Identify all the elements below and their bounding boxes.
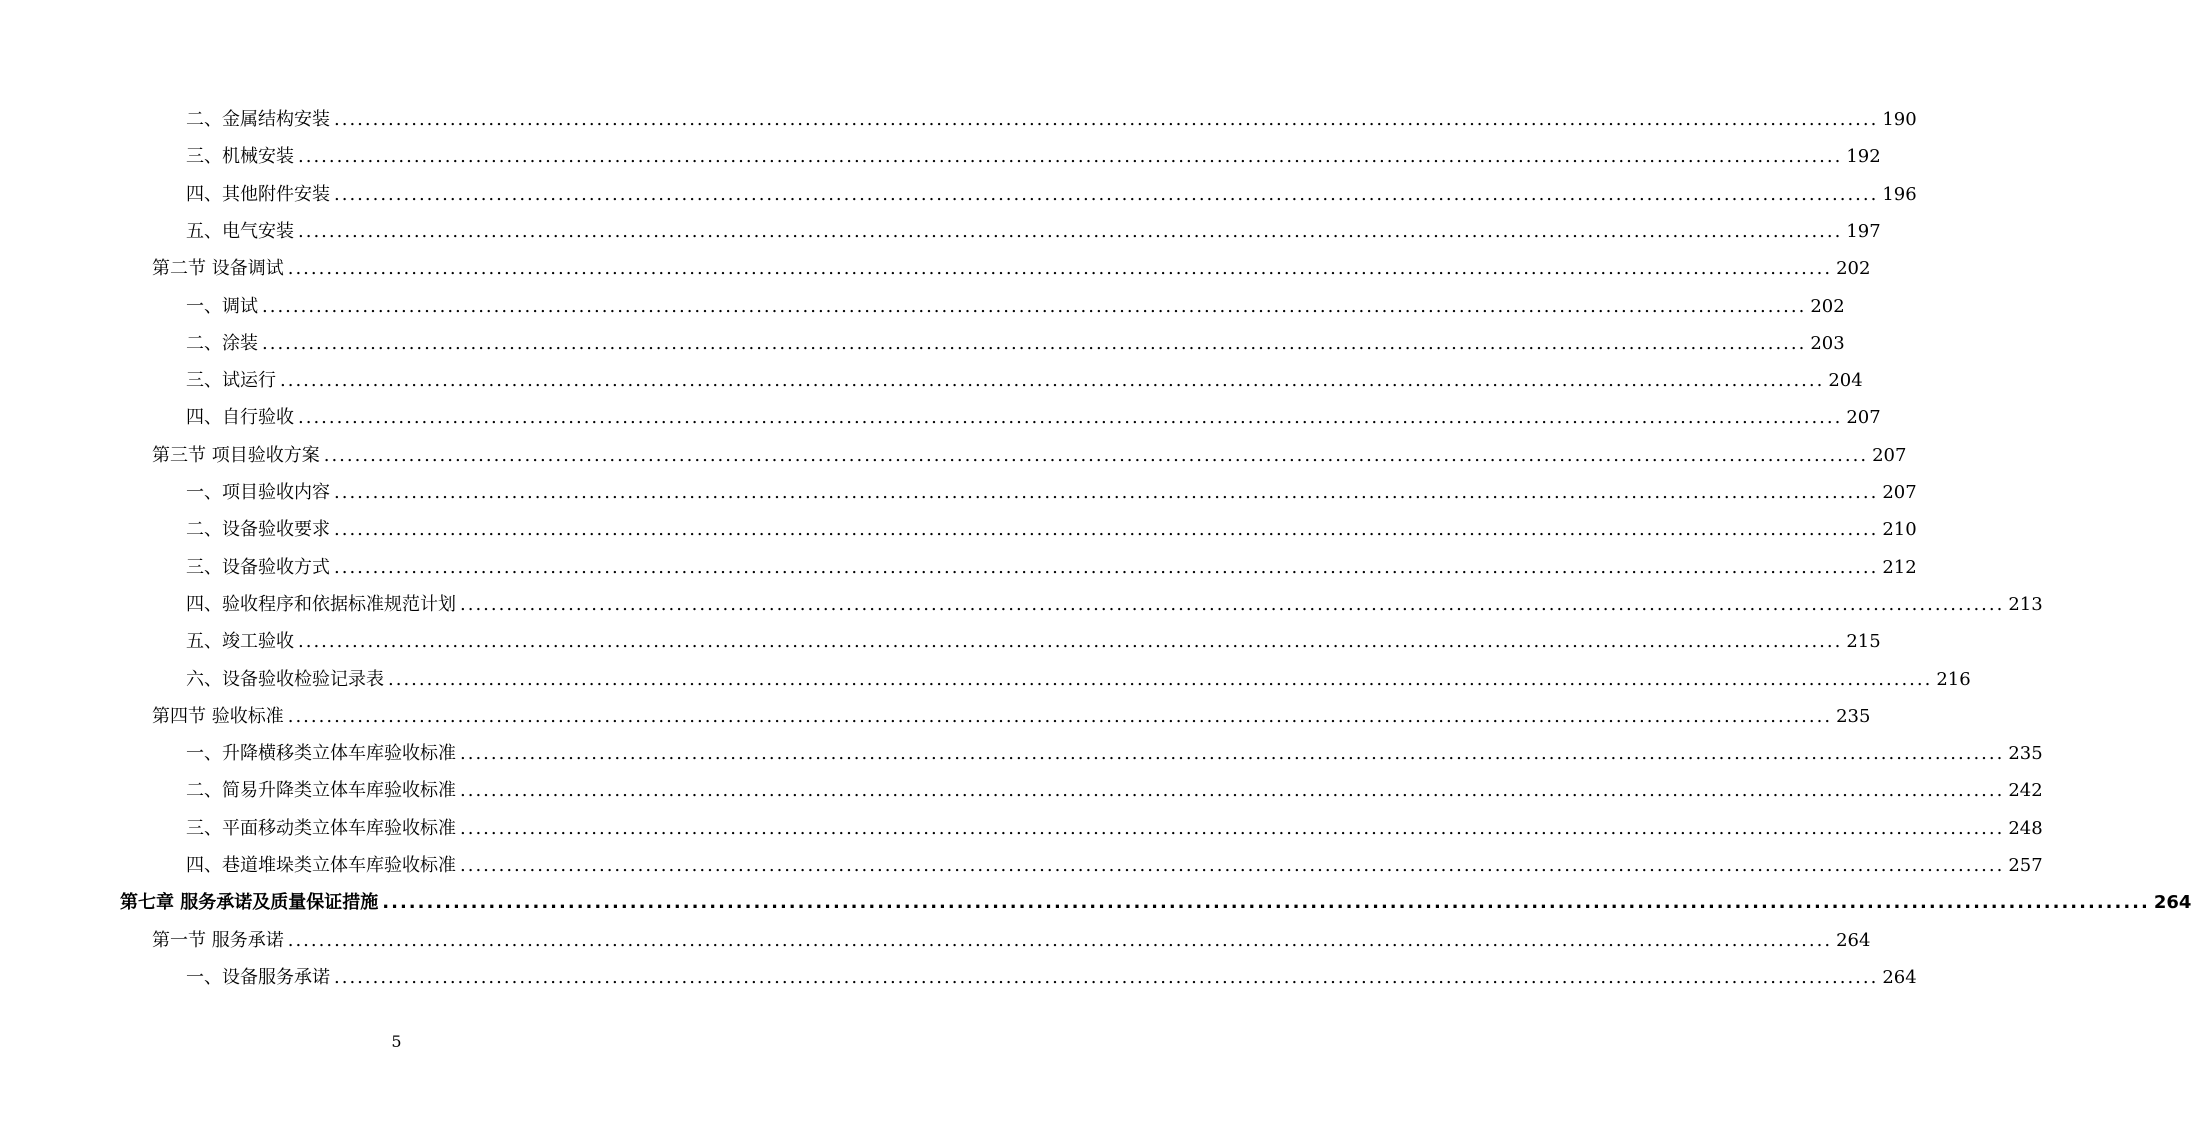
toc-entry-page: 207 (1882, 482, 1917, 503)
toc-entry-label: 四、自行验收 (186, 407, 294, 429)
toc-entry-label: 三、平面移动类立体车库验收标准 (186, 817, 456, 839)
toc-entry-label: 第三节 项目验收方案 (152, 444, 320, 466)
toc-entry-label: 四、验收程序和依据标准规范计划 (186, 593, 456, 615)
toc-entry-label: 三、机械安装 (186, 146, 294, 168)
toc-entry[interactable] (152, 250, 1871, 287)
toc-leader-dots: ........................................................................................................................................................................................................ (287, 705, 1833, 727)
toc-entry[interactable] (186, 772, 2043, 809)
toc-entry-page: 264 (1836, 929, 1871, 951)
toc-entry-label: 一、项目验收内容 (186, 482, 330, 503)
toc-leader-dots: ........................................................................................................................................................................................................ (298, 220, 1843, 242)
toc-entry-page: 264 (1882, 966, 1917, 988)
toc-leader-dots: ........................................................................................................................................................................................................ (460, 855, 2005, 876)
toc-leader-dots: ........................................................................................................................................................................................................ (334, 556, 1879, 578)
toc-entry-label: 一、调试 (186, 295, 258, 317)
toc-entry-label: 第一节 服务承诺 (152, 929, 284, 951)
toc-entry[interactable] (186, 810, 2043, 847)
toc-entry-page: 264 (2153, 892, 2191, 914)
toc-entry[interactable] (186, 623, 1881, 660)
toc-leader-dots: ........................................................................................................................................................................................................ (262, 332, 1807, 354)
toc-leader-dots: ........................................................................................................................................................................................................ (382, 892, 2150, 914)
toc-entry[interactable] (186, 138, 1881, 175)
toc-entry-page: 196 (1882, 183, 1917, 205)
toc-entry-page: 257 (2008, 855, 2043, 876)
toc-leader-dots: ........................................................................................................................................................................................................ (298, 146, 1843, 168)
toc-entry-label: 四、巷道堆垛类立体车库验收标准 (186, 855, 456, 876)
toc-entry[interactable] (186, 101, 1917, 138)
toc-entry-label: 二、简易升降类立体车库验收标准 (186, 780, 456, 802)
toc-entry[interactable] (186, 362, 1863, 399)
toc-entry-page: 235 (2008, 743, 2043, 765)
toc-entry-label: 一、设备服务承诺 (186, 966, 330, 988)
toc-entry[interactable] (152, 698, 1871, 735)
page-number: 5 (391, 1032, 402, 1051)
toc-leader-dots: ........................................................................................................................................................................................................ (262, 295, 1807, 317)
toc-entry-page: 192 (1846, 146, 1881, 168)
toc-leader-dots: ........................................................................................................................................................................................................ (280, 370, 1825, 392)
toc-entry-page: 235 (1836, 705, 1871, 727)
toc-leader-dots: ........................................................................................................................................................................................................ (334, 519, 1879, 541)
toc-entry[interactable] (186, 661, 1971, 698)
toc-entry[interactable] (120, 884, 2191, 921)
toc-entry-label: 三、设备验收方式 (186, 556, 330, 578)
toc-entry-label: 六、设备验收检验记录表 (186, 668, 384, 690)
toc-entry-label: 一、升降横移类立体车库验收标准 (186, 743, 456, 765)
toc-entry[interactable] (186, 847, 2043, 884)
toc-leader-dots: ........................................................................................................................................................................................................ (460, 743, 2005, 765)
toc-entry-label: 四、其他附件安装 (186, 183, 330, 205)
toc-entry[interactable] (152, 437, 1907, 474)
toc-entry-page: 202 (1810, 295, 1845, 317)
toc-leader-dots: ........................................................................................................................................................................................................ (334, 183, 1879, 205)
toc-entry-page: 207 (1872, 444, 1907, 466)
toc-entry[interactable] (186, 549, 1917, 586)
toc-entry-label: 第二节 设备调试 (152, 258, 284, 280)
toc-entry[interactable] (152, 922, 1871, 959)
toc-entry-page: 215 (1846, 631, 1881, 653)
toc-leader-dots: ........................................................................................................................................................................................................ (298, 407, 1843, 429)
toc-leader-dots: ........................................................................................................................................................................................................ (388, 668, 1933, 690)
toc-entry[interactable] (186, 399, 1881, 436)
toc-entry-page: 202 (1836, 258, 1871, 280)
toc-leader-dots: ........................................................................................................................................................................................................ (298, 631, 1843, 653)
toc-entry-page: 197 (1846, 220, 1881, 242)
toc-leader-dots: ........................................................................................................................................................................................................ (287, 258, 1833, 280)
toc-entry-page: 210 (1882, 519, 1917, 541)
toc-entry-label: 三、试运行 (186, 370, 276, 392)
toc-entry-page: 212 (1882, 556, 1917, 578)
toc-leader-dots: ........................................................................................................................................................................................................ (334, 482, 1879, 503)
toc-entry[interactable] (186, 288, 1845, 325)
toc-entry-page: 213 (2008, 593, 2043, 615)
toc-entry-label: 五、电气安装 (186, 220, 294, 242)
toc-entry-label: 二、金属结构安装 (186, 109, 330, 130)
toc-leader-dots: ........................................................................................................................................................................................................ (460, 593, 2005, 615)
toc-entry[interactable] (186, 511, 1917, 548)
toc-leader-dots: ........................................................................................................................................................................................................ (460, 817, 2005, 839)
toc-entry-page: 207 (1846, 407, 1881, 429)
toc-entry[interactable] (186, 735, 2043, 772)
toc-leader-dots: ........................................................................................................................................................................................................ (334, 109, 1879, 130)
toc-leader-dots: ........................................................................................................................................................................................................ (460, 780, 2005, 802)
toc-leader-dots: ........................................................................................................................................................................................................ (323, 444, 1869, 466)
toc-entry[interactable] (186, 586, 2043, 623)
toc-entry-page: 190 (1882, 109, 1917, 130)
toc-entry[interactable] (186, 176, 1917, 213)
toc-entry[interactable] (186, 959, 1917, 996)
toc-entry[interactable] (186, 325, 1845, 362)
toc-entry-label: 第七章 服务承诺及质量保证措施 (120, 892, 379, 914)
toc-leader-dots: ........................................................................................................................................................................................................ (334, 966, 1879, 988)
toc-entry-page: 248 (2008, 817, 2043, 839)
toc-entry-label: 第四节 验收标准 (152, 705, 284, 727)
toc-leader-dots: ........................................................................................................................................................................................................ (287, 929, 1833, 951)
toc-entry-page: 242 (2008, 780, 2043, 802)
toc-entry-page: 204 (1828, 370, 1863, 392)
toc-entry-page: 203 (1810, 332, 1845, 354)
toc-entry-label: 二、涂装 (186, 332, 258, 354)
toc-entry-page: 216 (1936, 668, 1971, 690)
toc-entry[interactable] (186, 213, 1881, 250)
toc-entry[interactable] (186, 474, 1917, 511)
toc-entry-label: 二、设备验收要求 (186, 519, 330, 541)
toc-entry-label: 五、竣工验收 (186, 631, 294, 653)
